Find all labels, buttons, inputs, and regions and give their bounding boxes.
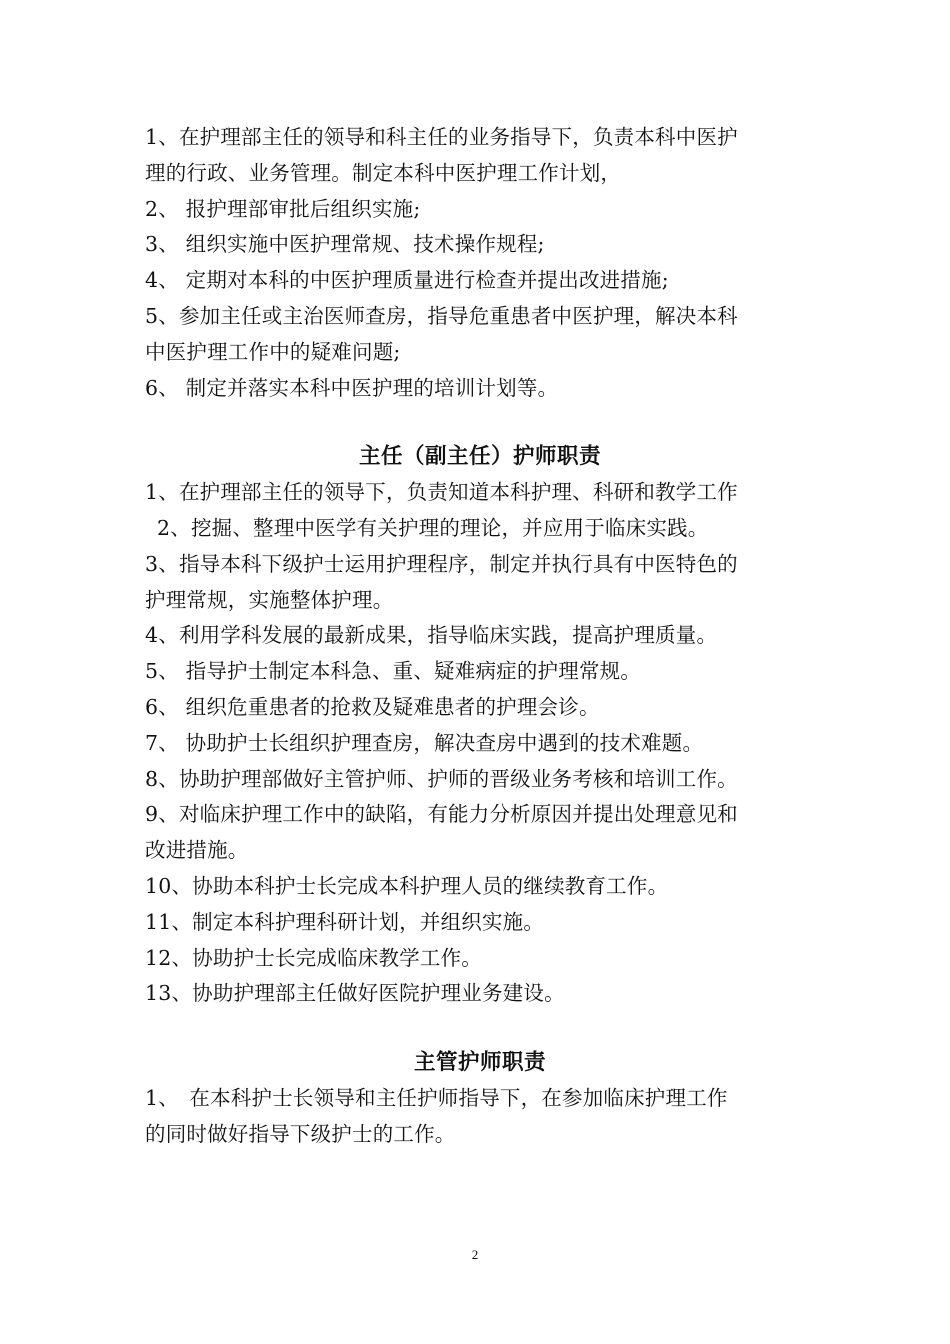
paragraph-line: 8、协助护理部做好主管护师、护师的晋级业务考核和培训工作。 xyxy=(145,766,738,791)
paragraph-line: 2、 报护理部审批后组织实施; xyxy=(145,196,421,221)
paragraph-line: 护理常规，实施整体护理。 xyxy=(145,587,394,612)
page-number: 2 xyxy=(471,1247,479,1262)
section-chief-nurse-duties xyxy=(145,439,815,1012)
section-heading: 主任（副主任）护师职责 xyxy=(358,444,601,470)
paragraph-line: 3、 组织实施中医护理常规、技术操作规程; xyxy=(145,232,545,257)
paragraph-line: 11、制定本科护理科研计划，并组织实施。 xyxy=(145,909,545,934)
section-heading: 主管护师职责 xyxy=(413,1050,546,1076)
section-head-nurse-duties xyxy=(145,120,815,406)
paragraph-line: 9、对临床护理工作中的缺陷，有能力分析原因并提出处理意见和 xyxy=(145,802,738,827)
paragraph-line: 4、利用学科发展的最新成果，指导临床实践，提高护理质量。 xyxy=(145,623,718,648)
paragraph-line: 2、挖掘、整理中医学有关护理的理论，并应用于临床实践。 xyxy=(157,515,709,540)
paragraph-line: 6、 制定并落实本科中医护理的培训计划等。 xyxy=(145,375,559,400)
paragraph-line: 的同时做好指导下级护士的工作。 xyxy=(145,1121,456,1146)
paragraph-line: 3、指导本科下级护士运用护理程序，制定并执行具有中医特色的 xyxy=(145,551,738,576)
section-spacer xyxy=(145,1012,815,1045)
paragraph-line: 10、协助本科护士长完成本科护理人员的继续教育工作。 xyxy=(145,873,669,898)
paragraph-line: 5、 指导护士制定本科急、重、疑难病症的护理常规。 xyxy=(145,659,642,684)
paragraph-line: 理的行政、业务管理。制定本科中医护理工作计划， xyxy=(145,160,622,185)
paragraph-line: 1、在护理部主任的领导下，负责知道本科护理、科研和教学工作 xyxy=(145,480,738,505)
paragraph-line: 改进措施。 xyxy=(145,838,249,863)
section-supervisor-nurse-duties xyxy=(145,1045,815,1152)
document-body xyxy=(145,120,815,1153)
paragraph-line: 7、 协助护士长组织护理查房，解决查房中遇到的技术难题。 xyxy=(145,730,704,755)
paragraph-line: 13、协助护理部主任做好医院护理业务建设。 xyxy=(145,981,565,1006)
paragraph-line: 1、在护理部主任的领导和科主任的业务指导下，负责本科中医护 xyxy=(145,125,738,149)
paragraph-line: 4、 定期对本科的中医护理质量进行检查并提出改进措施; xyxy=(145,268,669,293)
paragraph-line: 1、 在本科护士长领导和主任护师指导下，在参加临床护理工作 xyxy=(145,1085,728,1110)
section-spacer xyxy=(145,406,815,439)
paragraph-line: 12、协助护士长完成临床教学工作。 xyxy=(145,945,482,970)
paragraph-line: 中医护理工作中的疑难问题; xyxy=(145,339,401,364)
paragraph-line: 5、参加主任或主治医师查房，指导危重患者中医护理，解决本科 xyxy=(145,303,738,328)
paragraph-line: 6、 组织危重患者的抢救及疑难患者的护理会诊。 xyxy=(145,694,600,719)
